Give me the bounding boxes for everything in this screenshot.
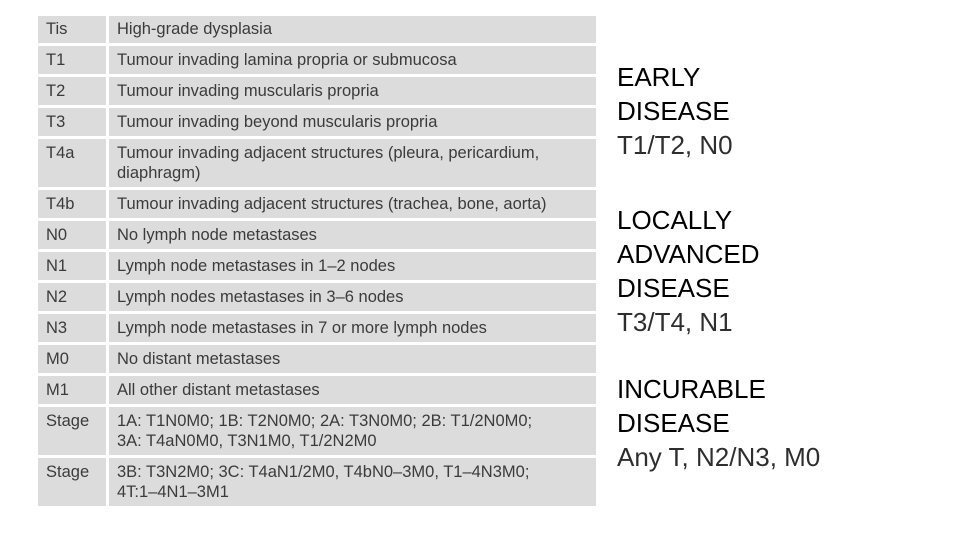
row-code: T3 xyxy=(38,108,109,139)
early-disease-criteria: T1/T2, N0 xyxy=(617,130,733,160)
table-row xyxy=(38,46,596,77)
row-description: Lymph node metastases in 7 or more lymph nodes xyxy=(109,314,596,345)
row-code: T4a xyxy=(38,139,109,190)
row-description: High-grade dysplasia xyxy=(109,16,596,46)
row-code: N1 xyxy=(38,252,109,283)
row-description: 1A: T1N0M0; 1B: T2N0M0; 2A: T3N0M0; 2B: T1/2N0M0; 3A: T4aN0M0, T3N1M0, T1/2N2M0 xyxy=(109,407,596,458)
row-description: No lymph node metastases xyxy=(109,221,596,252)
row-description: All other distant metastases xyxy=(109,376,596,407)
table-row xyxy=(38,376,596,407)
row-description: Tumour invading adjacent structures (pleura, pericardium, diaphragm) xyxy=(109,139,596,190)
table-row xyxy=(38,345,596,376)
table-row xyxy=(38,221,596,252)
row-description: Tumour invading adjacent structures (trachea, bone, aorta) xyxy=(109,190,596,221)
table-row xyxy=(38,139,596,190)
table-row xyxy=(38,108,596,139)
row-code: N2 xyxy=(38,283,109,314)
locally-advanced-criteria: T3/T4, N1 xyxy=(617,307,733,337)
table-row xyxy=(38,314,596,345)
row-code: N3 xyxy=(38,314,109,345)
table-row xyxy=(38,283,596,314)
row-description: 3B: T3N2M0; 3C: T4aN1/2M0, T4bN0–3M0, T1–4N3M0; 4T:1–4N1–3M1 xyxy=(109,458,596,509)
table-row xyxy=(38,190,596,221)
early-disease-heading: EARLY DISEASE xyxy=(617,62,730,126)
table-row xyxy=(38,458,596,509)
row-code: Tis xyxy=(38,16,109,46)
table-row xyxy=(38,252,596,283)
table-row xyxy=(38,407,596,458)
row-description: Tumour invading beyond muscularis propria xyxy=(109,108,596,139)
row-code: Stage xyxy=(38,458,109,509)
early-disease-block xyxy=(617,60,947,162)
row-code: T2 xyxy=(38,77,109,108)
row-code: M1 xyxy=(38,376,109,407)
row-code: N0 xyxy=(38,221,109,252)
incurable-disease-block xyxy=(617,372,947,474)
incurable-disease-heading: INCURABLE DISEASE xyxy=(617,374,766,438)
row-description: No distant metastases xyxy=(109,345,596,376)
locally-advanced-block xyxy=(617,203,947,339)
locally-advanced-heading: LOCALLY ADVANCED DISEASE xyxy=(617,205,760,303)
incurable-disease-criteria: Any T, N2/N3, M0 xyxy=(617,442,821,472)
tnm-staging-table xyxy=(38,16,596,509)
row-description: Lymph node metastases in 1–2 nodes xyxy=(109,252,596,283)
row-description: Tumour invading lamina propria or submucosa xyxy=(109,46,596,77)
row-code: T1 xyxy=(38,46,109,77)
row-code: T4b xyxy=(38,190,109,221)
row-code: M0 xyxy=(38,345,109,376)
table-row xyxy=(38,16,596,46)
row-description: Tumour invading muscularis propria xyxy=(109,77,596,108)
row-code: Stage xyxy=(38,407,109,458)
row-description: Lymph nodes metastases in 3–6 nodes xyxy=(109,283,596,314)
table-row xyxy=(38,77,596,108)
